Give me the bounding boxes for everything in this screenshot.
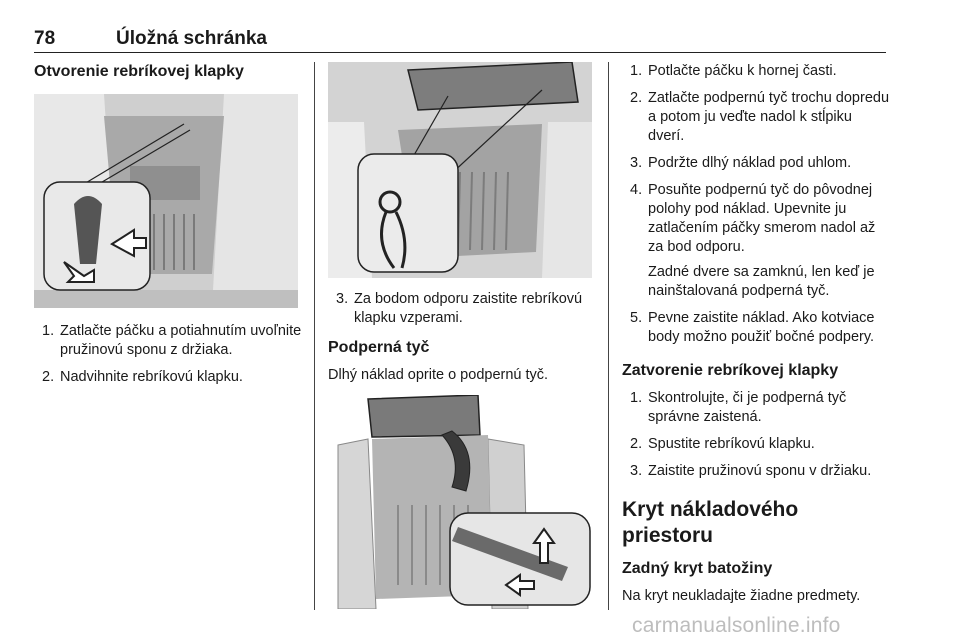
list-item: [622, 309, 890, 347]
list-item: [622, 89, 890, 146]
steps-support-rod: [622, 62, 890, 347]
list-item: [622, 435, 890, 454]
column-divider-left: [314, 62, 315, 610]
step-text: Spustite rebríkovú klapku.: [648, 436, 815, 452]
step-note: Zadné dvere sa zamknú, len keď je nainštalovaná podperná tyč.: [648, 264, 875, 299]
steps-opening-flap: [34, 322, 304, 387]
step-text: Pevne zaistite náklad. Ako kotviace body možno použiť bočné podpery.: [648, 310, 875, 345]
step-text: Nadvihnite rebríkovú klapku.: [60, 369, 243, 385]
step-number: 1.: [630, 390, 643, 406]
section-heading-rear-cover: Zadný kryt batožiny: [622, 560, 773, 577]
list-item: [622, 462, 890, 481]
section-heading-support-rod: Podperná tyč: [328, 339, 430, 356]
column-1: [34, 62, 304, 395]
step-text: Podržte dlhý náklad pod uhlom.: [648, 155, 852, 171]
step-text: Zatlačte podpernú tyč trochu dopredu a potom ju veďte nadol k stĺpiku dverí.: [648, 90, 890, 144]
step-number: 4.: [630, 182, 643, 198]
list-item: [328, 290, 596, 328]
rear-cover-text: Na kryt neukladajte žiadne predmety.: [622, 588, 861, 604]
step-text: Zatlačte páčku a potiahnutím uvoľnite pružinovú sponu z držiaka.: [60, 323, 302, 358]
column-2: [328, 62, 596, 609]
steps-struts: [328, 290, 596, 328]
column-3: [622, 62, 890, 606]
list-item: [34, 368, 304, 387]
step-number: 2.: [42, 369, 55, 385]
step-text: Zaistite pružinovú sponu v držiaku.: [648, 463, 872, 479]
step-number: 1.: [630, 63, 643, 79]
step-number: 2.: [630, 90, 643, 106]
list-item: [622, 389, 890, 427]
step-text: Posuňte podpernú tyč do pôvodnej polohy pod náklad. Upevnite ju zatlačením páčky smerom nadol až za bod odporu.: [648, 182, 876, 255]
step-number: 3.: [336, 291, 349, 307]
van-rear-ladder-flap-icon: [34, 94, 298, 308]
column-divider-right: [608, 62, 609, 610]
watermark: carmanualsonline.info: [632, 614, 841, 637]
step-text: Skontrolujte, či je podperná tyč správne zaistená.: [648, 390, 847, 425]
support-rod-icon: [328, 395, 592, 609]
list-item: [622, 154, 890, 173]
list-item: [622, 62, 890, 81]
page-header: [34, 22, 886, 53]
ladder-flap-struts-icon: [328, 62, 592, 278]
section-heading-closing-flap: Zatvorenie rebríkovej klapky: [622, 362, 839, 379]
step-number: 3.: [630, 155, 643, 171]
list-item: [34, 322, 304, 360]
step-number: 5.: [630, 310, 643, 326]
step-number: 2.: [630, 436, 643, 452]
page-number: 78: [34, 28, 56, 49]
step-text: Za bodom odporu zaistite rebríkovú klapku vzperami.: [354, 291, 583, 326]
support-rod-intro: Dlhý náklad oprite o podpernú tyč.: [328, 367, 549, 383]
section-heading-opening-flap: Otvorenie rebríkovej klapky: [34, 63, 244, 80]
steps-closing-flap: [622, 389, 890, 481]
step-number: 1.: [42, 323, 55, 339]
step-text: Potlačte páčku k hornej časti.: [648, 63, 837, 79]
section-heading-cargo-cover: Kryt nákladového priestoru: [622, 498, 799, 547]
page-title: Úložná schránka: [116, 28, 267, 49]
step-number: 3.: [630, 463, 643, 479]
list-item: [622, 181, 890, 301]
